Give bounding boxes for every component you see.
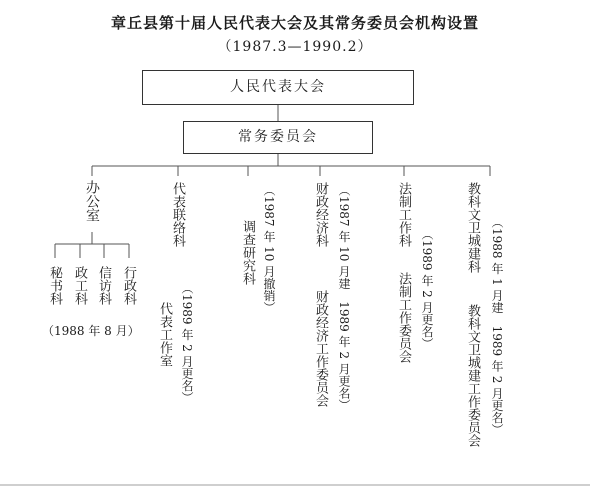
unit-legal-note: （1989 年 2 月更名） [420,228,434,350]
unit-legal-renamed: 法制工作委员会 [396,272,411,363]
unit-education-label: 教科文卫城建科 [465,182,480,273]
page-title: 章丘县第十届人民代表大会及其常务委员会机构设置 [110,14,479,32]
office-note: （1988 年 8 月） [42,324,140,338]
unit-liaison-renamed: 代表工作室 [157,302,172,367]
page-subtitle-period: （1987.3—1990.2） [217,39,373,55]
unit-finance-note: （1987 年 10 月建 1989 年 2 月更名） [337,184,351,411]
unit-finance-label: 财政经济科 [313,182,328,247]
section-label-petition: 信访科 [96,266,111,305]
standing-committee-label: 常务委员会 [238,129,318,145]
unit-education-renamed: 教科文卫城建工作委员会 [465,304,480,447]
section-label-admin: 行政科 [121,266,136,305]
section-label-secretary: 秘书科 [47,266,62,305]
bottom-divider [0,484,590,486]
congress-box [142,70,414,105]
unit-research-note: （1987 年 10 月撤销） [262,184,276,314]
unit-finance-renamed: 财政经济工作委员会 [313,290,328,407]
congress-label: 人民代表大会 [230,79,326,95]
unit-research-label: 调查研究科 [240,220,255,285]
unit-liaison-label: 代表联络科 [170,182,185,247]
unit-liaison-note: （1989 年 2 月更名） [180,282,194,404]
section-label-political: 政工科 [72,266,87,305]
unit-legal-label: 法制工作科 [396,182,411,247]
unit-education-note: （1988 年 1 月建 1989 年 2 月更名） [490,216,504,436]
office-label: 办公室 [84,180,100,222]
standing-committee-box [183,121,373,154]
